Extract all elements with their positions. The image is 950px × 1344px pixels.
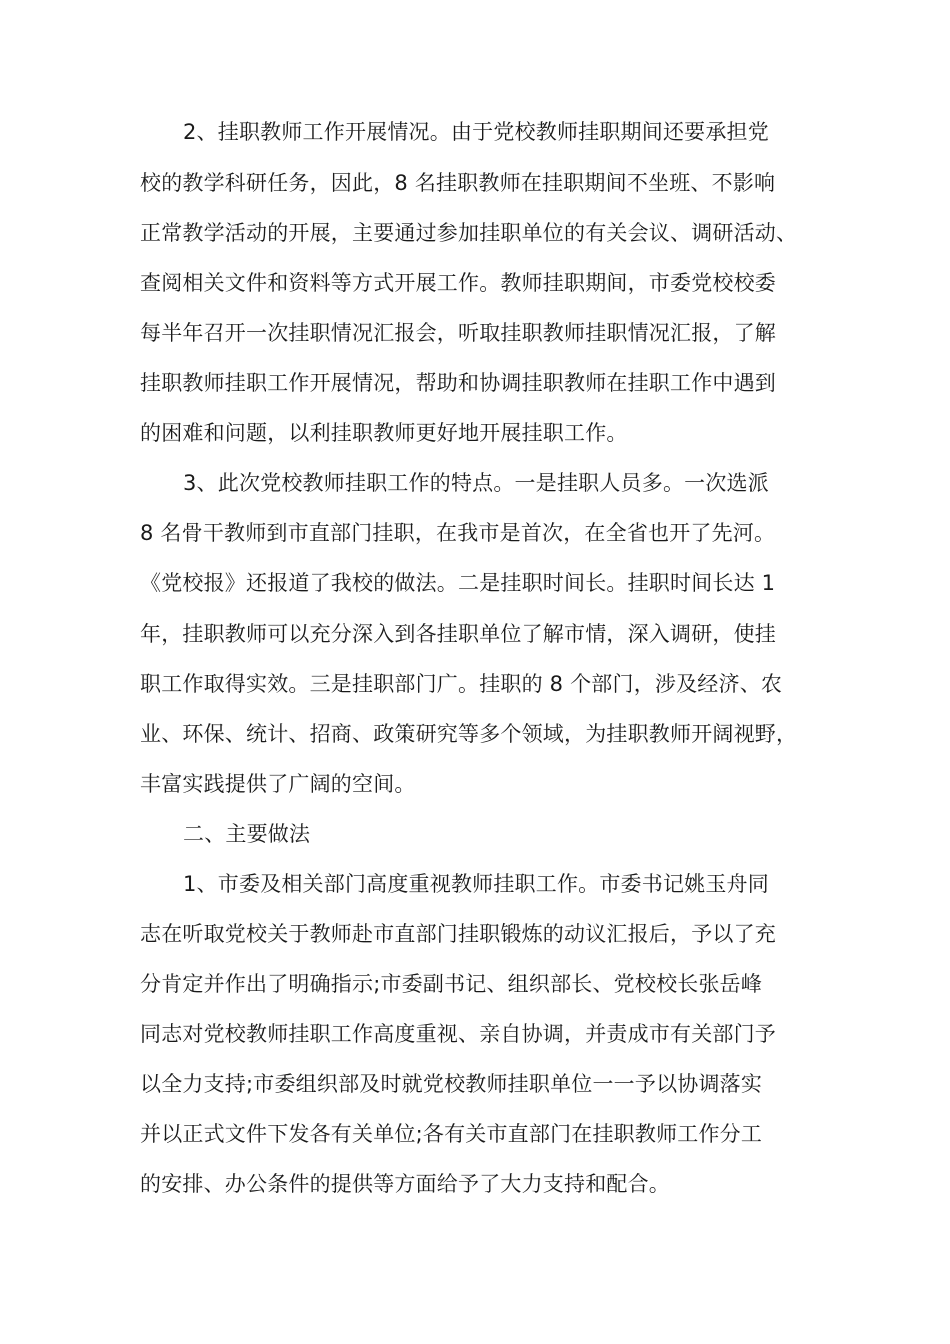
paragraph-2-line-4: 查阅相关文件和资料等方式开展工作。教师挂职期间，市委党校校委 [140, 271, 776, 295]
paragraph-2-line-7: 的困难和问题，以利挂职教师更好地开展挂职工作。 [140, 421, 628, 445]
practice-1-line-2: 志在听取党校关于教师赴市直部门挂职锻炼的动议汇报后，予以了充 [140, 922, 776, 946]
paragraph-2-line-5: 每半年召开一次挂职情况汇报会，听取挂职教师挂职情况汇报，了解 [140, 321, 776, 345]
paragraph-3-line-3: 《党校报》还报道了我校的做法。二是挂职时间长。挂职时间长达 1 [140, 571, 776, 595]
practice-1-line-6: 并以正式文件下发各有关单位;各有关市直部门在挂职教师工作分工 [140, 1122, 763, 1146]
paragraph-2-line-2: 校的教学科研任务，因此，8 名挂职教师在挂职期间不坐班、不影响 [140, 171, 776, 195]
paragraph-3-line-6: 业、环保、统计、招商、政策研究等多个领域，为挂职教师开阔视野， [140, 722, 798, 746]
paragraph-3-line-4: 年，挂职教师可以充分深入到各挂职单位了解市情，深入调研，使挂 [140, 622, 776, 646]
paragraph-2-line-3: 正常教学活动的开展，主要通过参加挂职单位的有关会议、调研活动、 [140, 221, 798, 245]
paragraph-3-line-2: 8 名骨干教师到市直部门挂职，在我市是首次，在全省也开了先河。 [140, 521, 776, 545]
paragraph-3-line-5: 职工作取得实效。三是挂职部门广。挂职的 8 个部门，涉及经济、农 [140, 672, 783, 696]
practice-1-line-4: 同志对党校教师挂职工作高度重视、亲自协调，并责成市有关部门予 [140, 1022, 776, 1046]
practice-1-line-7: 的安排、办公条件的提供等方面给予了大力支持和配合。 [140, 1172, 670, 1196]
practice-1-line-5: 以全力支持;市委组织部及时就党校教师挂职单位一一予以协调落实 [140, 1072, 763, 1096]
paragraph-3-line-1: 3、此次党校教师挂职工作的特点。一是挂职人员多。一次选派 [183, 471, 769, 495]
paragraph-2-line-1: 2、挂职教师工作开展情况。由于党校教师挂职期间还要承担党 [183, 120, 769, 144]
practice-1-line-1: 1、市委及相关部门高度重视教师挂职工作。市委书记姚玉舟同 [183, 872, 769, 896]
paragraph-2-line-6: 挂职教师挂职工作开展情况，帮助和协调挂职教师在挂职工作中遇到 [140, 371, 776, 395]
practice-1-line-3: 分肯定并作出了明确指示;市委副书记、组织部长、党校校长张岳峰 [140, 972, 763, 996]
section-heading-main-practices: 二、主要做法 [183, 822, 311, 846]
paragraph-3-line-7: 丰富实践提供了广阔的空间。 [140, 772, 416, 796]
